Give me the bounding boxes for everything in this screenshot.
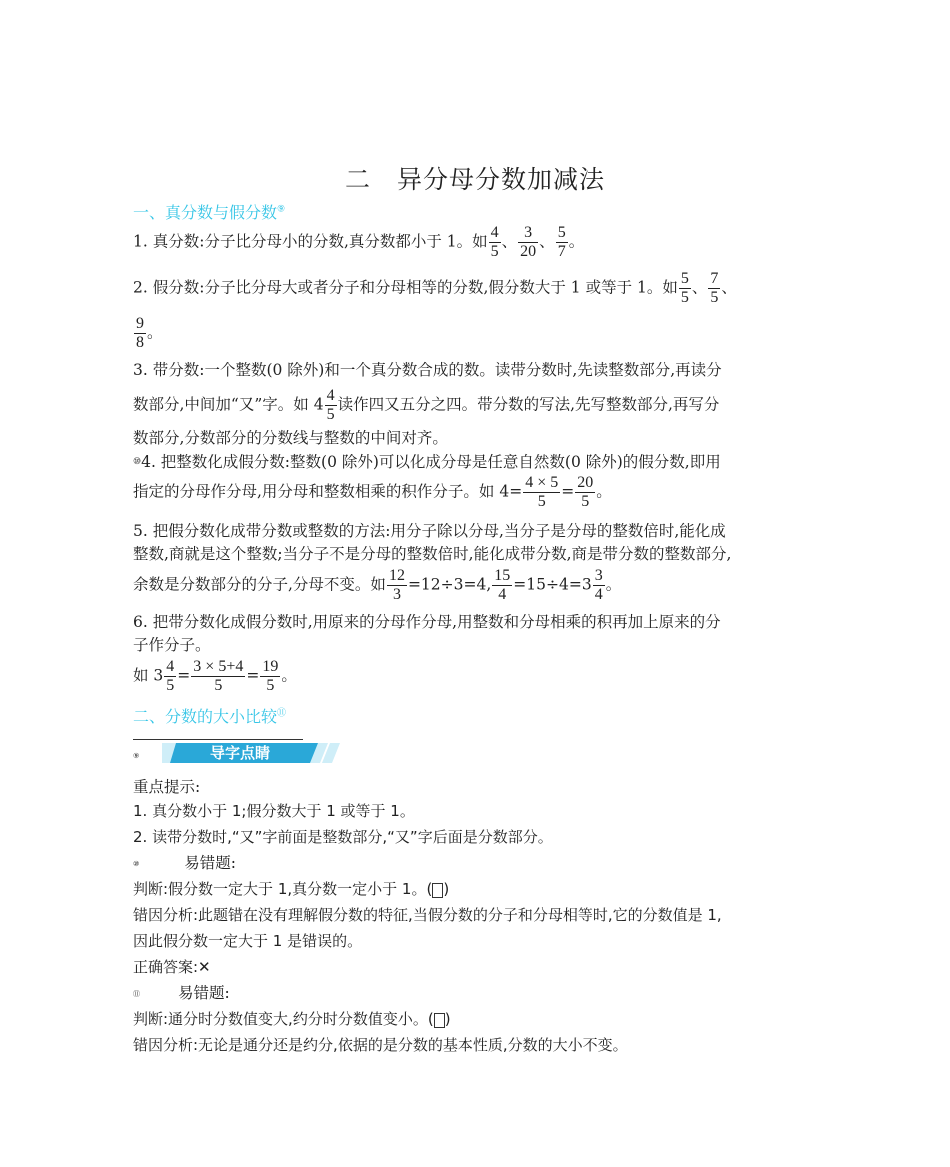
item-4-line-2: 指定的分母作分母,用分母和整数相乘的积作分子。如 4= $\frac{4 \times 5}{5}$ = $\frac{20}{5}$ 。: [133, 474, 612, 510]
tip-2: 2. 读带分数时,“又”字前面是整数部分,“又”字后面是分数部分。: [133, 828, 553, 846]
answer-box[interactable]: [432, 883, 443, 898]
fraction: $\frac{9}{8}$: [136, 315, 144, 351]
item-3-line-3: 数部分,分数部分的分数线与整数的中间对齐。: [133, 429, 448, 447]
item-2-cont: $\frac{9}{8}$ 。: [136, 315, 163, 351]
fraction: $\frac{3}{4}$: [594, 567, 603, 603]
item-6-line-3: 如 3 $\frac{4}{5}$ = $\frac{3 \times 5+4}{5}$ = $\frac{19}{5}$ 。: [133, 658, 297, 694]
fraction: $\frac{19}{5}$: [262, 658, 279, 694]
section-heading-2: 二、分数的大小比较⑪: [133, 707, 287, 726]
item-4-line-1: ⑩4. 把整数化成假分数:整数(0 除外)可以化成分母是任意自然数(0 除外)的假分数,即用: [133, 453, 721, 471]
item-6-line-2: 子作分子。: [133, 636, 211, 654]
correct-answer-1: 正确答案:✕: [133, 958, 211, 976]
answer-box[interactable]: [434, 1013, 445, 1028]
error-label-1: ⑩ 易错题:: [133, 854, 237, 872]
item-3-line-2: 数部分,中间加“又”字。如 4 $\frac{4}{5}$ 读作四又五分之四。带分数的写法,先写整数部分,再写分: [133, 387, 720, 423]
item-5-line-2: 整数,商就是这个整数;当分子不是分母的整数倍时,能化成带分数,商是带分数的整数部分,: [133, 545, 732, 563]
error-question-2: 判断:通分时分数值变大,约分时分数值变小。( ): [133, 1010, 451, 1028]
item-3-line-1: 3. 带分数:一个整数(0 除外)和一个真分数合成的数。读带分数时,先读整数部分,再读分: [133, 361, 722, 379]
fraction: $\frac{3}{20}$: [520, 224, 537, 260]
fraction: $\frac{7}{5}$: [710, 270, 719, 306]
item-5-line-1: 5. 把假分数化成带分数或整数的方法:用分子除以分母,当分子是分母的整数倍时,能化成: [133, 522, 726, 540]
item-6-line-1: 6. 把带分数化成假分数时,用原来的分母作分母,用整数和分母相乘的积再加上原来的分: [133, 613, 721, 631]
tips-label: 重点提示:: [133, 778, 201, 796]
error-analysis-1-line-2: 因此假分数一定大于 1 是错误的。: [133, 932, 363, 950]
fraction: $\frac{4}{5}$: [490, 224, 499, 260]
item-2: 2. 假分数:分子比分母大或者分子和分母相等的分数,假分数大于 1 或等于 1。如 $\frac{5}{5}$ 、 $\frac{7}{5}$ 、: [133, 270, 737, 306]
fraction: $\frac{15}{4}$: [494, 567, 511, 603]
error-analysis-2: 错因分析:无论是通分还是约分,依据的是分数的基本性质,分数的大小不变。: [133, 1036, 628, 1054]
banner-mark: ⑨: [133, 752, 140, 760]
fraction: $\frac{12}{3}$: [388, 567, 405, 603]
page-title: 二 异分母分数加减法: [344, 165, 605, 194]
section-heading-1: 一、真分数与假分数⑨: [133, 203, 286, 222]
item-1: 1. 真分数:分子比分母小的分数,真分数都小于 1。如 $\frac{4}{5}$ 、 $\frac{3}{20}$ 、 $\frac{5}{7}$ 。: [133, 224, 585, 260]
fraction: $\frac{4 \times 5}{5}$: [525, 474, 559, 510]
error-label-2: ⑪ 易错题:: [133, 984, 230, 1002]
error-analysis-1-line-1: 错因分析:此题错在没有理解假分数的特征,当假分数的分子和分母相等时,它的分数值是 1,: [133, 906, 722, 924]
fraction: $\frac{3 \times 5+4}{5}$: [193, 658, 244, 694]
item-5-line-3: 余数是分数部分的分子,分母不变。如 $\frac{12}{3}$ =12÷3=4, $\frac{15}{4}$ =15÷4=3 $\frac{3}{4}$ 。: [133, 567, 622, 603]
fraction: $\frac{5}{5}$: [680, 270, 689, 306]
banner-graphic: [162, 741, 342, 765]
fraction: $\frac{4}{5}$: [166, 658, 175, 694]
error-question-1: 判断:假分数一定大于 1,真分数一定小于 1。( ): [133, 880, 450, 898]
fraction: $\frac{4}{5}$: [326, 387, 335, 423]
footnote-rule: [133, 739, 303, 740]
fraction: $\frac{5}{7}$: [557, 224, 566, 260]
tip-1: 1. 真分数小于 1;假分数大于 1 或等于 1。: [133, 802, 415, 820]
banner-text: 导字点睛: [209, 744, 271, 762]
fraction: $\frac{20}{5}$: [577, 474, 594, 510]
